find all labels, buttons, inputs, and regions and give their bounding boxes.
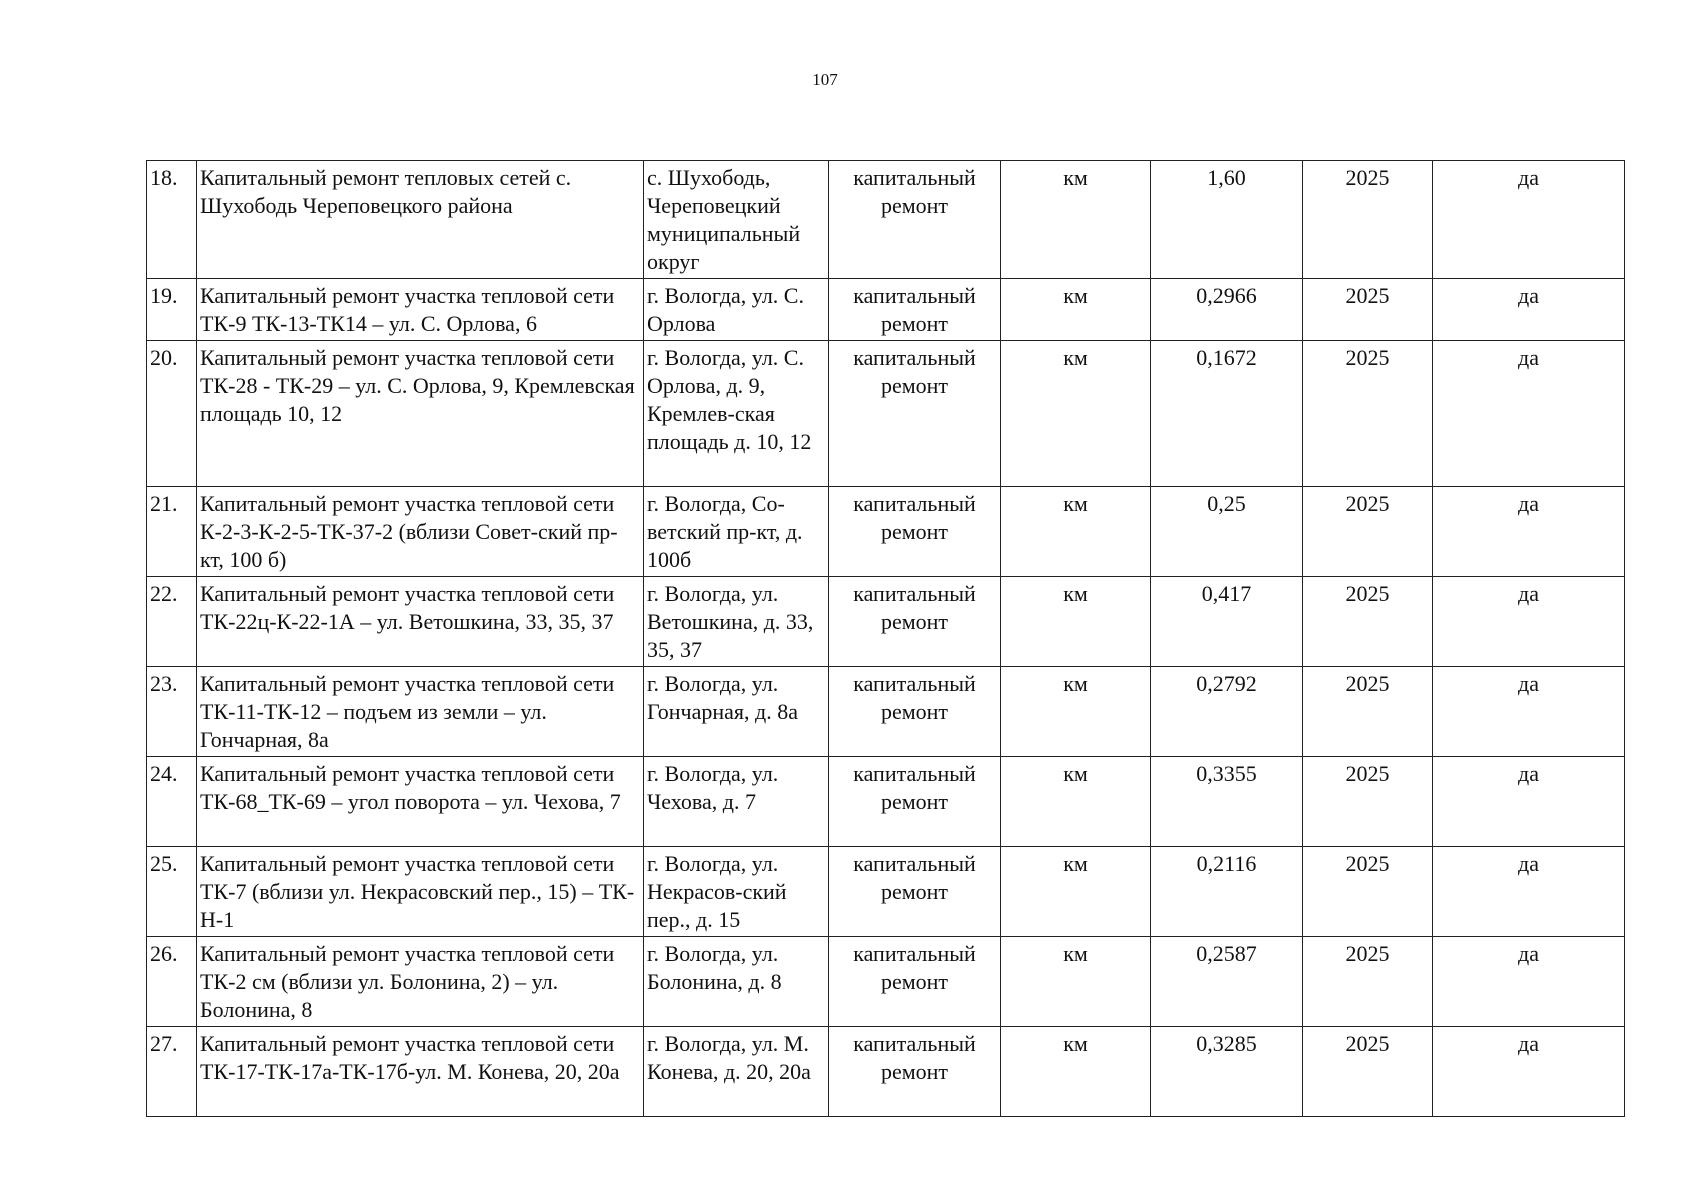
row-number: 23.: [147, 667, 197, 757]
row-number: 19.: [147, 279, 197, 341]
work-type: капитальный ремонт: [829, 161, 1001, 279]
work-type: капитальный ремонт: [829, 341, 1001, 487]
measure-unit: км: [1001, 1027, 1151, 1117]
table-row: [147, 341, 1625, 487]
work-type: капитальный ремонт: [829, 487, 1001, 577]
inclusion-flag: да: [1433, 161, 1625, 279]
work-volume: 0,2587: [1151, 937, 1303, 1027]
table-row: [147, 937, 1625, 1027]
measure-unit: км: [1001, 757, 1151, 847]
work-volume: 0,3285: [1151, 1027, 1303, 1117]
table-row: [147, 577, 1625, 667]
inclusion-flag: да: [1433, 1027, 1625, 1117]
work-location: г. Вологда, ул. Ветошкина, д. 33, 35, 37: [644, 577, 829, 667]
work-year: 2025: [1303, 487, 1433, 577]
work-location: г. Вологда, ул. Болонина, д. 8: [644, 937, 829, 1027]
work-volume: 0,2116: [1151, 847, 1303, 937]
work-type: капитальный ремонт: [829, 757, 1001, 847]
measure-unit: км: [1001, 341, 1151, 487]
row-number: 21.: [147, 487, 197, 577]
work-volume: 1,60: [1151, 161, 1303, 279]
row-number: 25.: [147, 847, 197, 937]
inclusion-flag: да: [1433, 937, 1625, 1027]
table-row: [147, 847, 1625, 937]
work-location: с. Шухободь, Череповецкий муниципальный округ: [644, 161, 829, 279]
work-year: 2025: [1303, 341, 1433, 487]
work-type: капитальный ремонт: [829, 937, 1001, 1027]
work-year: 2025: [1303, 161, 1433, 279]
work-volume: 0,417: [1151, 577, 1303, 667]
work-volume: 0,2966: [1151, 279, 1303, 341]
inclusion-flag: да: [1433, 667, 1625, 757]
work-name: Капитальный ремонт участка тепловой сети ТК-7 (вблизи ул. Некрасовский пер., 15) – ТК-Н-1: [197, 847, 644, 937]
work-name: Капитальный ремонт участка тепловой сети ТК-28 - ТК-29 – ул. С. Орлова, 9, Кремлевская площадь 10, 12: [197, 341, 644, 487]
measure-unit: км: [1001, 161, 1151, 279]
page-number: 107: [812, 70, 838, 89]
work-year: 2025: [1303, 1027, 1433, 1117]
inclusion-flag: да: [1433, 577, 1625, 667]
work-volume: 0,25: [1151, 487, 1303, 577]
inclusion-flag: да: [1433, 757, 1625, 847]
measure-unit: км: [1001, 577, 1151, 667]
table-row: [147, 1027, 1625, 1117]
work-volume: 0,1672: [1151, 341, 1303, 487]
work-location: г. Вологда, Со-ветский пр-кт, д. 100б: [644, 487, 829, 577]
work-location: г. Вологда, ул. Некрасов-ский пер., д. 15: [644, 847, 829, 937]
work-type: капитальный ремонт: [829, 847, 1001, 937]
row-number: 27.: [147, 1027, 197, 1117]
work-year: 2025: [1303, 937, 1433, 1027]
row-number: 26.: [147, 937, 197, 1027]
work-location: г. Вологда, ул. М. Конева, д. 20, 20а: [644, 1027, 829, 1117]
inclusion-flag: да: [1433, 279, 1625, 341]
work-year: 2025: [1303, 847, 1433, 937]
work-type: капитальный ремонт: [829, 667, 1001, 757]
work-name: Капитальный ремонт участка тепловой сети ТК-68_ТК-69 – угол поворота – ул. Чехова, 7: [197, 757, 644, 847]
work-year: 2025: [1303, 279, 1433, 341]
row-number: 18.: [147, 161, 197, 279]
row-number: 22.: [147, 577, 197, 667]
work-type: капитальный ремонт: [829, 1027, 1001, 1117]
work-type: капитальный ремонт: [829, 577, 1001, 667]
work-year: 2025: [1303, 667, 1433, 757]
work-volume: 0,2792: [1151, 667, 1303, 757]
work-location: г. Вологда, ул. С. Орлова, д. 9, Кремлев-ская площадь д. 10, 12: [644, 341, 829, 487]
table-body: [147, 161, 1625, 1117]
measure-unit: км: [1001, 667, 1151, 757]
work-name: Капитальный ремонт участка тепловой сети ТК-11-ТК-12 – подъем из земли – ул. Гончарная, 8а: [197, 667, 644, 757]
row-number: 20.: [147, 341, 197, 487]
work-location: г. Вологда, ул. С. Орлова: [644, 279, 829, 341]
works-table: [146, 160, 1625, 1117]
work-name: Капитальный ремонт участка тепловой сети ТК-22ц-К-22-1А – ул. Ветошкина, 33, 35, 37: [197, 577, 644, 667]
measure-unit: км: [1001, 487, 1151, 577]
work-location: г. Вологда, ул. Чехова, д. 7: [644, 757, 829, 847]
table-row: [147, 487, 1625, 577]
work-type: капитальный ремонт: [829, 279, 1001, 341]
work-volume: 0,3355: [1151, 757, 1303, 847]
inclusion-flag: да: [1433, 341, 1625, 487]
measure-unit: км: [1001, 279, 1151, 341]
inclusion-flag: да: [1433, 487, 1625, 577]
inclusion-flag: да: [1433, 847, 1625, 937]
work-name: Капитальный ремонт участка тепловой сети К-2-3-К-2-5-ТК-37-2 (вблизи Совет-ский пр-кт, 100 б): [197, 487, 644, 577]
table-row: [147, 757, 1625, 847]
work-name: Капитальный ремонт участка тепловой сети ТК-2 см (вблизи ул. Болонина, 2) – ул. Болонина, 8: [197, 937, 644, 1027]
work-year: 2025: [1303, 577, 1433, 667]
measure-unit: км: [1001, 847, 1151, 937]
work-name: Капитальный ремонт участка тепловой сети ТК-9 ТК-13-ТК14 – ул. С. Орлова, 6: [197, 279, 644, 341]
work-location: г. Вологда, ул. Гончарная, д. 8а: [644, 667, 829, 757]
row-number: 24.: [147, 757, 197, 847]
measure-unit: км: [1001, 937, 1151, 1027]
work-name: Капитальный ремонт участка тепловой сети ТК-17-ТК-17а-ТК-17б-ул. М. Конева, 20, 20а: [197, 1027, 644, 1117]
table-row: [147, 667, 1625, 757]
work-year: 2025: [1303, 757, 1433, 847]
work-name: Капитальный ремонт тепловых сетей с. Шухободь Череповецкого района: [197, 161, 644, 279]
table-row: [147, 279, 1625, 341]
table-row: [147, 161, 1625, 279]
